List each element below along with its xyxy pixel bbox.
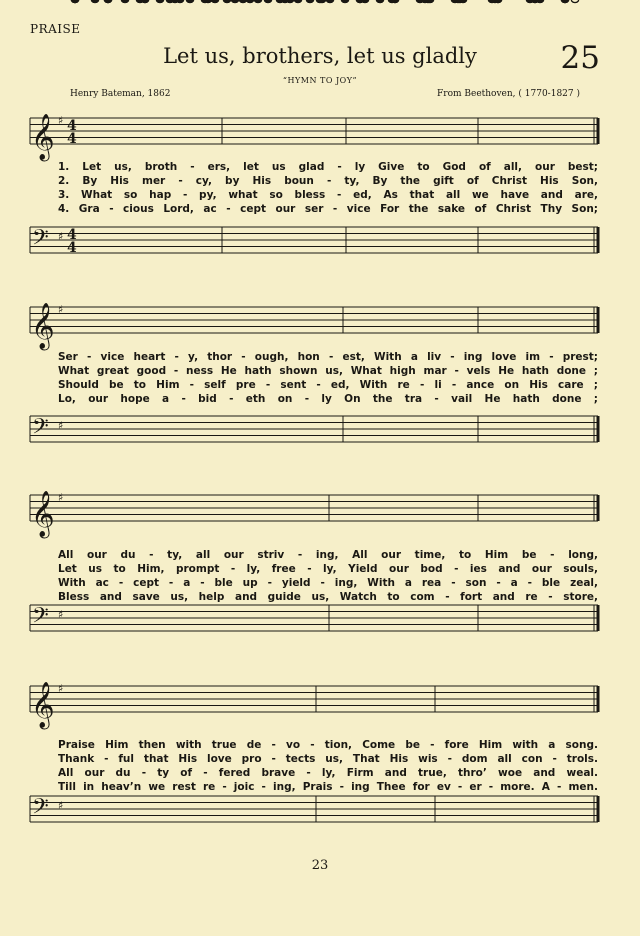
treble-clef-icon: 𝄞 — [31, 682, 55, 728]
note-head — [186, 0, 193, 3]
key-signature-sharp-icon: ♯ — [58, 114, 64, 127]
note-head — [326, 0, 333, 3]
note-head — [136, 0, 143, 3]
time-signature-top: 4 — [67, 227, 77, 243]
note-head — [306, 0, 313, 3]
note-head — [316, 0, 323, 3]
note-head — [121, 0, 128, 3]
key-signature-sharp-icon: ♯ — [58, 682, 64, 695]
note-head — [91, 0, 98, 3]
author-credit: Henry Bateman, 1862 — [70, 89, 171, 99]
lyric-block — [58, 350, 598, 406]
key-signature-sharp-icon: ♯ — [58, 303, 64, 316]
note-head — [376, 0, 383, 3]
lyric-verse-3: Should be to Him - self pre - sent - ed, With re - li - ance on His care ; — [58, 379, 598, 391]
bass-clef-icon: 𝄢 — [32, 794, 49, 825]
note-head — [264, 0, 271, 3]
note-head — [488, 0, 495, 3]
tune-name: “HYMN TO JOY” — [282, 76, 358, 85]
lyric-verse-3: 3. What so hap - py, what so bless - ed, As that all we have and are, — [58, 189, 598, 201]
note-head — [294, 0, 301, 3]
hymn-title: Let us, brothers, let us gladly — [163, 44, 477, 68]
treble-clef-icon: 𝄞 — [31, 303, 55, 349]
lyric-block — [58, 160, 598, 216]
note-head — [276, 0, 283, 3]
note-head — [223, 0, 230, 3]
lyric-block — [58, 738, 598, 794]
section-label: PRAISE — [30, 22, 81, 36]
lyric-verse-4: 4. Gra - cious Lord, ac - cept our ser - vice For the sake of Christ Thy Son; — [58, 203, 598, 215]
note-head — [388, 0, 395, 3]
lyric-verse-1: Praise Him then with true de - vo - tion, Come be - fore Him with a song. — [58, 739, 598, 751]
key-signature-sharp-icon: ♯ — [58, 491, 64, 504]
lyric-verse-1: All our du - ty, all our striv - ing, All our time, to Him be - long, — [58, 549, 598, 561]
key-signature-sharp-icon: ♯ — [58, 419, 64, 432]
treble-clef-icon: 𝄞 — [31, 491, 55, 537]
note-head — [571, 0, 578, 3]
note-head — [71, 0, 78, 3]
lyric-verse-2: Let us to Him, prompt - ly, free - ly, Yield our bod - ies and our souls, — [58, 563, 598, 575]
note-head — [246, 0, 253, 3]
bass-clef-icon: 𝄢 — [32, 603, 49, 634]
lyric-verse-2: Thank - ful that His love pro - tects us, That His wis - dom all con - trols. — [58, 753, 598, 765]
lyric-verse-4: Till in heav’n we rest re - joic - ing, Prais - ing Thee for ev - er - more. A - men. — [58, 781, 598, 793]
lyric-verse-1: 1. Let us, broth - ers, let us glad - ly Give to God of all, our best; — [58, 161, 598, 173]
lyric-verse-4: Bless and save us, help and guide us, Watch to com - fort and re - store, — [58, 591, 598, 603]
note-head — [356, 0, 363, 3]
lyric-block — [58, 548, 598, 604]
note-head — [341, 0, 348, 3]
note-head — [201, 0, 208, 3]
note-head — [156, 0, 163, 3]
lyric-verse-2: What great good - ness He hath shown us, What high mar - vels He hath done ; — [58, 365, 598, 377]
key-signature-sharp-icon: ♯ — [58, 608, 64, 621]
time-signature-bottom: 4 — [67, 131, 77, 147]
lyric-verse-2: 2. By His mer - cy, by His boun - ty, By the gift of Christ His Son, — [58, 175, 598, 187]
time-signature-top: 4 — [67, 118, 77, 134]
composer-credit: From Beethoven, ( 1770-1827 ) — [437, 89, 580, 99]
note-head — [254, 0, 261, 3]
note-head — [231, 0, 238, 3]
note-head — [239, 0, 246, 3]
bass-clef-icon: 𝄢 — [32, 225, 49, 256]
lyric-verse-4: Lo, our hope a - bid - eth on - ly On the tra - vail He hath done ; — [58, 393, 598, 405]
note-head — [454, 0, 461, 3]
note-head — [526, 0, 533, 3]
key-signature-sharp-icon: ♯ — [58, 230, 64, 243]
page-number: 23 — [311, 858, 329, 873]
note-head — [561, 0, 568, 3]
note-head — [166, 0, 173, 3]
bass-clef-icon: 𝄢 — [32, 414, 49, 445]
lyric-verse-3: All our du - ty of - fered brave - ly, Firm and true, thro’ woe and weal. — [58, 767, 598, 779]
treble-clef-icon: 𝄞 — [31, 114, 55, 160]
key-signature-sharp-icon: ♯ — [58, 799, 64, 812]
note-head — [104, 0, 111, 3]
lyric-verse-1: Ser - vice heart - y, thor - ough, hon - est, With a liv - ing love im - prest; — [58, 351, 598, 363]
note-head — [421, 0, 428, 3]
note-head — [536, 0, 543, 3]
time-signature-bottom: 4 — [67, 240, 77, 256]
note-head — [211, 0, 218, 3]
lyric-verse-3: With ac - cept - a - ble up - yield - ing, With a rea - son - a - ble zeal, — [58, 577, 598, 589]
hymn-number: 25 — [560, 40, 600, 76]
